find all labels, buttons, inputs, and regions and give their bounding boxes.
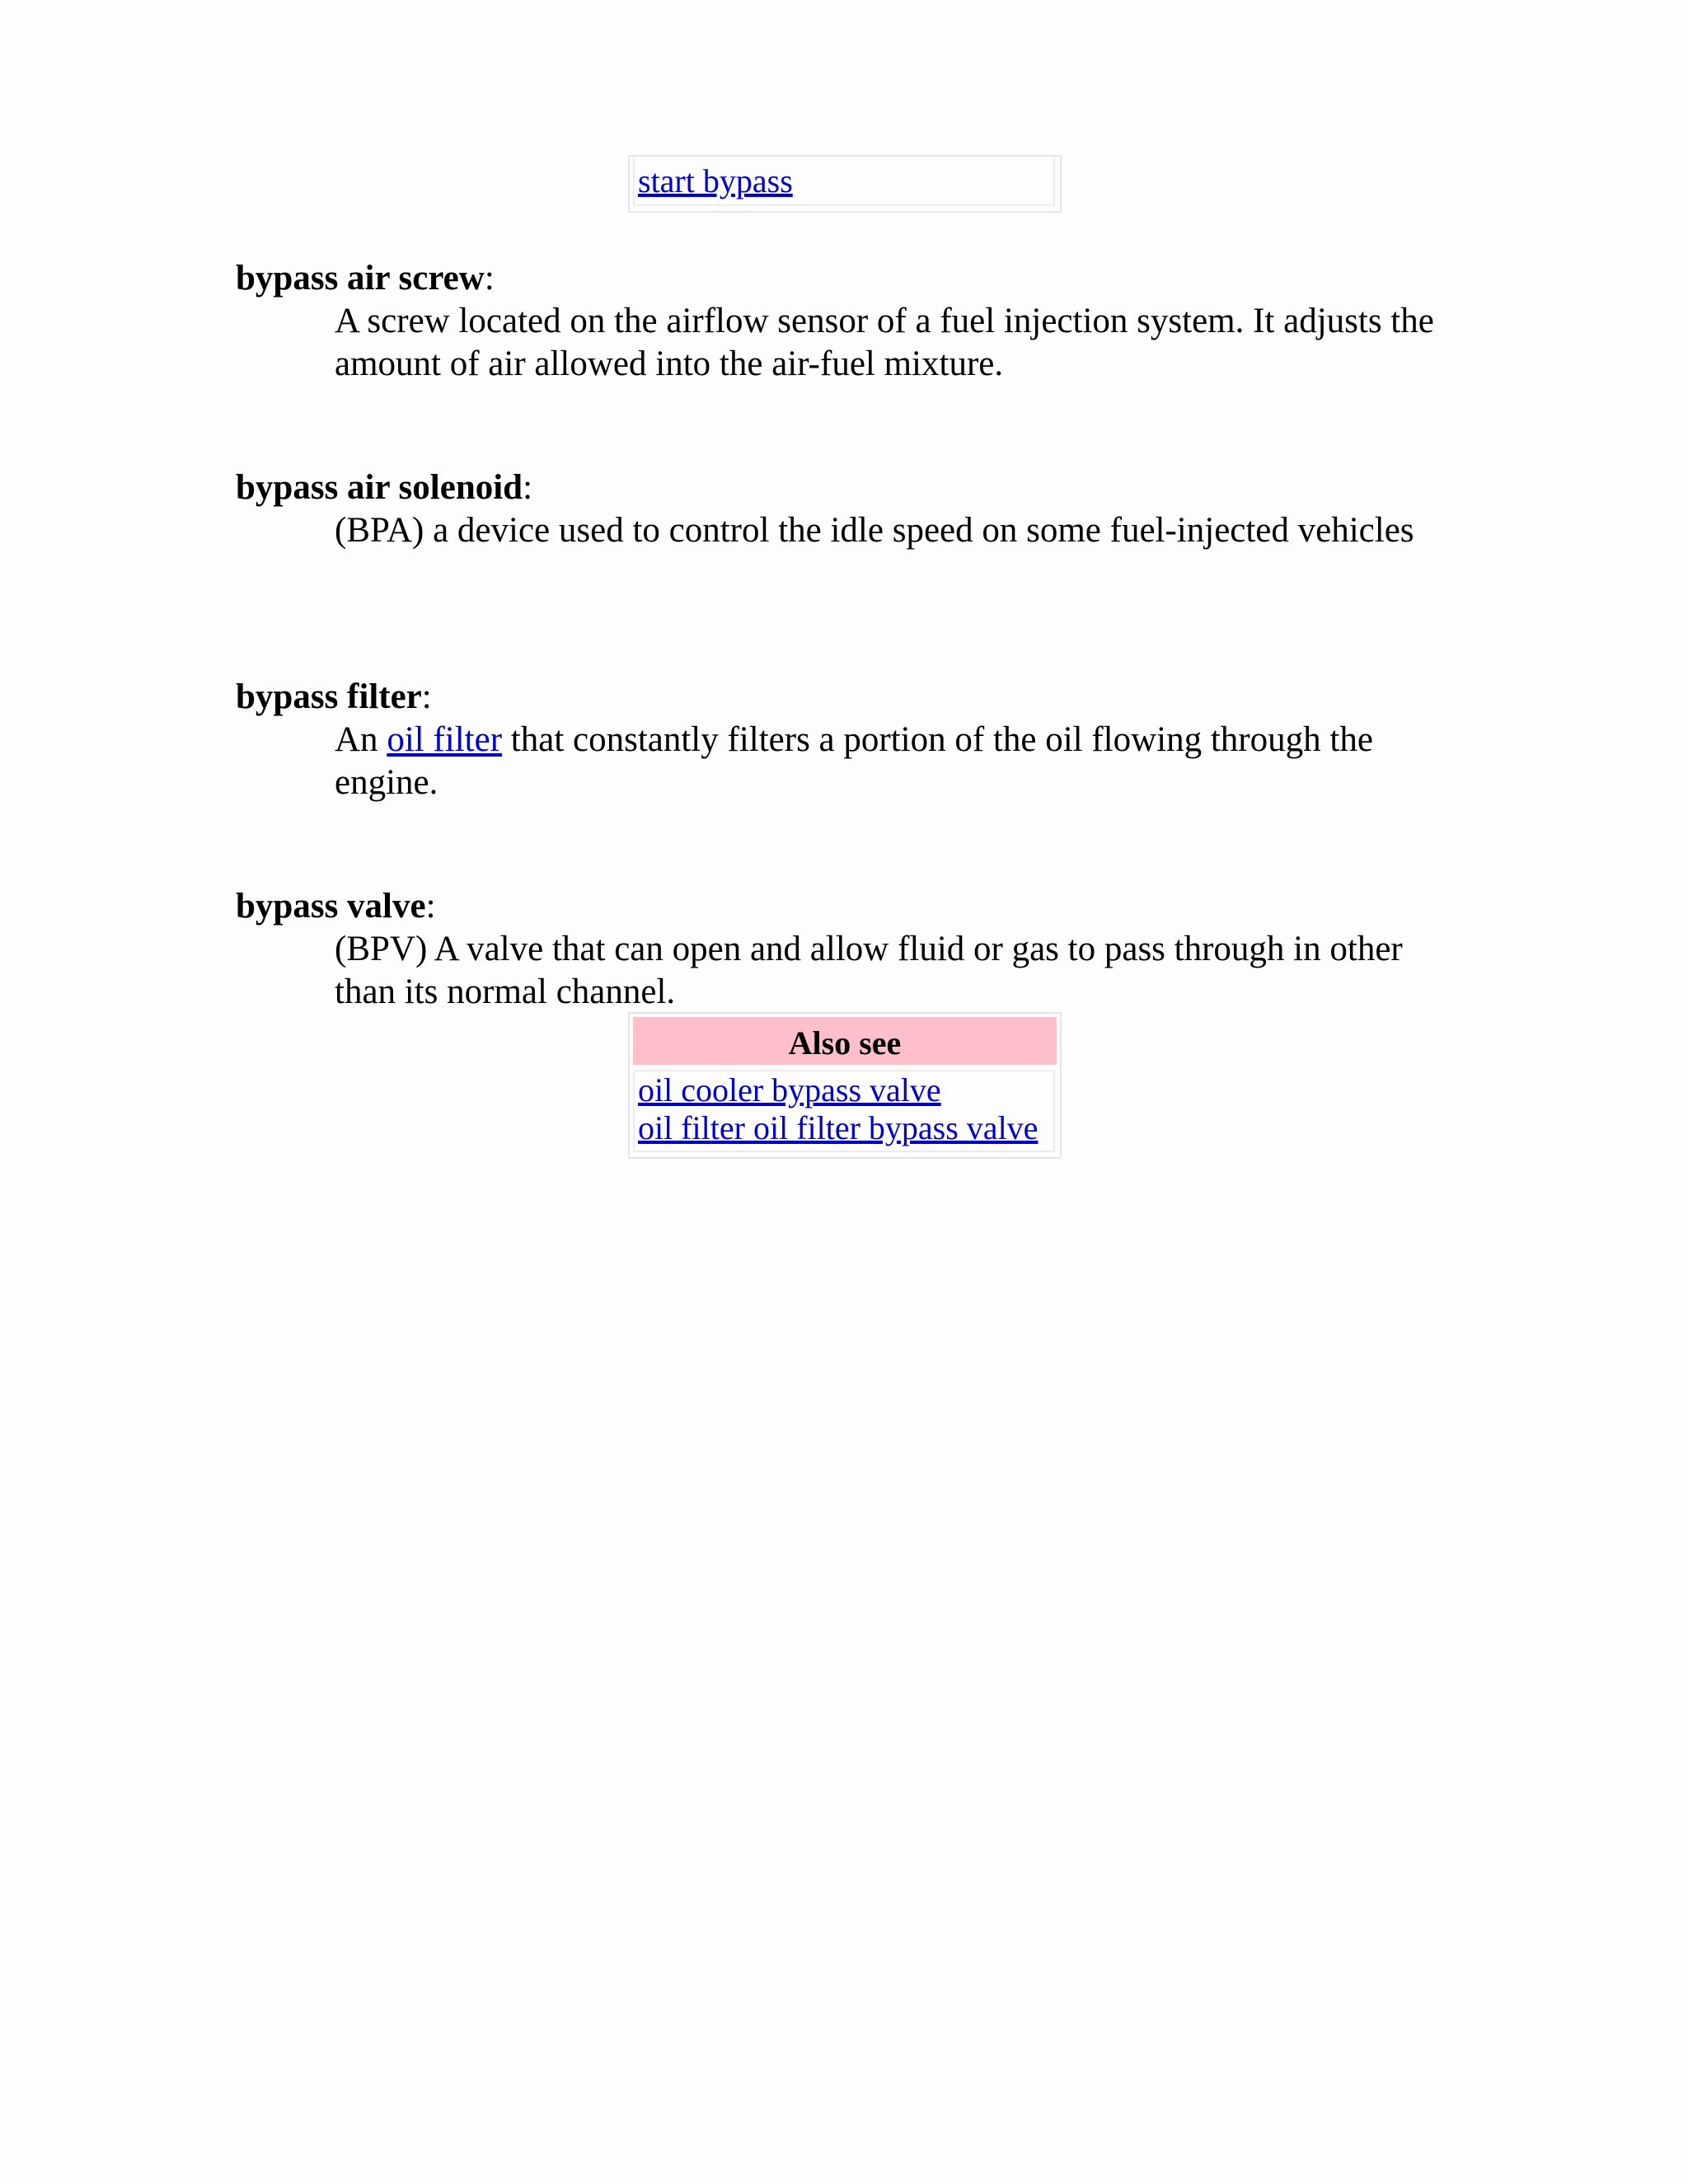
also-see-box xyxy=(628,1012,1062,1159)
oil-cooler-bypass-valve-link[interactable]: oil cooler bypass valve xyxy=(638,1071,941,1108)
term-definition: (BPV) A valve that can open and allow fluid or gas to pass through in other than its normal channel. xyxy=(335,930,1403,1011)
related-links-cell xyxy=(633,157,1055,206)
definition-text: An xyxy=(335,720,387,759)
term-heading xyxy=(236,466,1456,509)
term-name: bypass filter xyxy=(236,677,422,716)
term-definition: A screw located on the airflow sensor of a fuel injection system. It adjusts the amount of air allowed into the air-fuel mixture. xyxy=(335,302,1434,383)
term-separator: : xyxy=(523,468,533,507)
also-see-header: Also see xyxy=(633,1017,1057,1065)
definition-text: that constantly filters a portion of the oil flowing through the engine. xyxy=(335,720,1373,802)
term-heading xyxy=(236,885,1456,928)
term-heading xyxy=(236,676,1456,719)
term-separator: : xyxy=(421,677,432,716)
term-separator: : xyxy=(425,887,436,926)
term-heading xyxy=(236,257,1456,300)
also-see-links xyxy=(633,1070,1055,1152)
term-name: bypass valve xyxy=(236,887,426,926)
start-bypass-link[interactable]: start bypass xyxy=(638,162,793,199)
glossary-entry-bypass-air-solenoid xyxy=(236,466,1456,552)
oil-filter-link[interactable]: oil filter xyxy=(387,720,503,759)
term-name: bypass air solenoid xyxy=(236,468,523,507)
glossary-entry-bypass-filter xyxy=(236,676,1456,804)
term-definition xyxy=(335,719,1456,804)
related-links-box xyxy=(628,155,1062,213)
glossary-entry-bypass-valve xyxy=(236,885,1456,1014)
term-definition: (BPA) a device used to control the idle speed on some fuel-injected vehicles xyxy=(335,511,1414,550)
oil-filter-bypass-valve-link[interactable]: oil filter oil filter bypass valve xyxy=(638,1109,1039,1146)
term-separator: : xyxy=(484,259,495,298)
glossary-entry-bypass-air-screw xyxy=(236,257,1456,386)
term-name: bypass air screw xyxy=(236,259,485,298)
